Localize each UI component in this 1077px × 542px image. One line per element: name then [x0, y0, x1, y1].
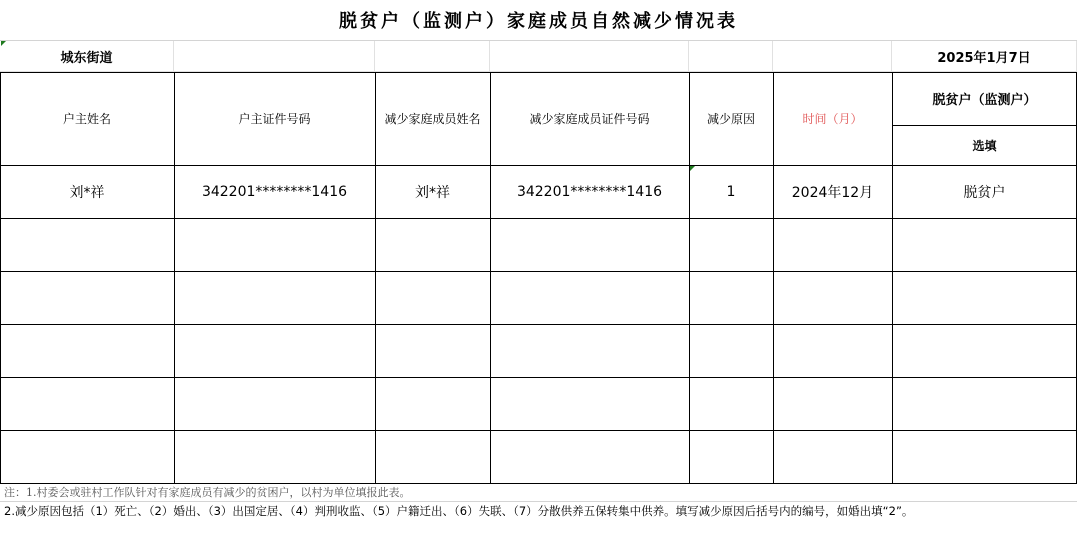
header-member-id: 减少家庭成员证件号码 — [529, 112, 650, 126]
empty-cell[interactable] — [773, 377, 892, 430]
empty-cell[interactable] — [689, 377, 773, 430]
grid-line — [0, 165, 1077, 166]
info-empty-cell[interactable] — [375, 41, 490, 72]
empty-cell[interactable] — [174, 324, 375, 377]
grid-line — [0, 324, 1077, 325]
empty-cell[interactable] — [0, 324, 174, 377]
empty-cell[interactable] — [375, 324, 490, 377]
empty-cell[interactable] — [174, 218, 375, 271]
grid-line — [0, 377, 1077, 378]
empty-cell[interactable] — [773, 271, 892, 324]
divider — [0, 501, 1077, 502]
header-householder-name: 户主姓名 — [62, 112, 111, 126]
empty-cell[interactable] — [773, 324, 892, 377]
info-empty-cell[interactable] — [174, 41, 375, 72]
grid-line — [0, 271, 1077, 272]
grid-line — [174, 72, 175, 484]
header-member-name: 减少家庭成员姓名 — [384, 112, 481, 126]
header-reason: 减少原因 — [706, 112, 755, 126]
header-householder-id: 户主证件号码 — [238, 112, 311, 126]
empty-cell[interactable] — [174, 271, 375, 324]
report-date[interactable]: 2025年1月7日 — [892, 41, 1077, 72]
empty-cell[interactable] — [490, 430, 689, 483]
cell-time[interactable]: 2024年12月 — [791, 184, 874, 201]
info-empty-cell[interactable] — [773, 41, 892, 72]
empty-cell[interactable] — [174, 377, 375, 430]
empty-cell[interactable] — [892, 324, 1077, 377]
cell-member-name[interactable]: 刘*祥 — [415, 184, 450, 201]
empty-cell[interactable] — [689, 271, 773, 324]
info-empty-cell[interactable] — [490, 41, 689, 72]
cell-member-id[interactable]: 342201********1416 — [516, 183, 663, 200]
cell-note-marker — [1, 41, 6, 46]
empty-cell[interactable] — [0, 218, 174, 271]
empty-cell[interactable] — [490, 377, 689, 430]
empty-cell[interactable] — [689, 324, 773, 377]
grid-line — [773, 72, 774, 484]
empty-cell[interactable] — [174, 430, 375, 483]
grid-line — [0, 483, 1077, 484]
empty-cell[interactable] — [689, 430, 773, 483]
grid-line — [490, 72, 491, 484]
grid-line — [0, 430, 1077, 431]
empty-cell[interactable] — [375, 430, 490, 483]
empty-cell[interactable] — [0, 430, 174, 483]
sheet-title: 脱贫户（监测户）家庭成员自然减少情况表 — [0, 0, 1077, 41]
grid-line — [892, 72, 893, 484]
header-choose: 选填 — [972, 138, 997, 153]
empty-cell[interactable] — [0, 271, 174, 324]
note-line-2: 2.减少原因包括（1）死亡、（2）婚出、（3）出国定居、（4）判刑收监、（5）户籍迁出、（6）失联、（7）分散供养五保转集中供养。填写减少原因后括号内的编号，如婚出填“2”。 — [4, 504, 914, 518]
cell-category[interactable]: 脱贫户 — [963, 184, 1006, 201]
grid-line — [0, 72, 1, 484]
grid-line — [689, 72, 690, 484]
empty-cell[interactable] — [689, 218, 773, 271]
header-time: 时间（月） — [802, 112, 863, 126]
cell-note-marker — [690, 166, 695, 171]
cell-householder-id[interactable]: 342201********1416 — [201, 183, 348, 200]
cell-householder-name[interactable]: 刘*祥 — [69, 184, 105, 201]
street-label[interactable]: 城东街道 — [0, 41, 174, 72]
empty-cell[interactable] — [773, 218, 892, 271]
grid-line — [375, 72, 376, 484]
empty-cell[interactable] — [375, 218, 490, 271]
empty-cell[interactable] — [773, 430, 892, 483]
header-category: 脱贫户（监测户） — [932, 93, 1037, 108]
empty-cell[interactable] — [0, 377, 174, 430]
empty-cell[interactable] — [892, 271, 1077, 324]
empty-cell[interactable] — [490, 324, 689, 377]
empty-cell[interactable] — [892, 218, 1077, 271]
grid-line — [0, 218, 1077, 219]
empty-cell[interactable] — [375, 271, 490, 324]
grid-line — [892, 125, 1077, 126]
empty-cell[interactable] — [892, 377, 1077, 430]
cell-reason[interactable]: 1 — [726, 183, 736, 200]
info-empty-cell[interactable] — [689, 41, 773, 72]
empty-cell[interactable] — [375, 377, 490, 430]
empty-cell[interactable] — [490, 218, 689, 271]
empty-cell[interactable] — [490, 271, 689, 324]
note-line-1: 注：1.村委会或驻村工作队针对有家庭成员有减少的贫困户，以村为单位填报此表。 — [4, 486, 411, 499]
grid-line — [0, 72, 1077, 73]
empty-cell[interactable] — [892, 430, 1077, 483]
